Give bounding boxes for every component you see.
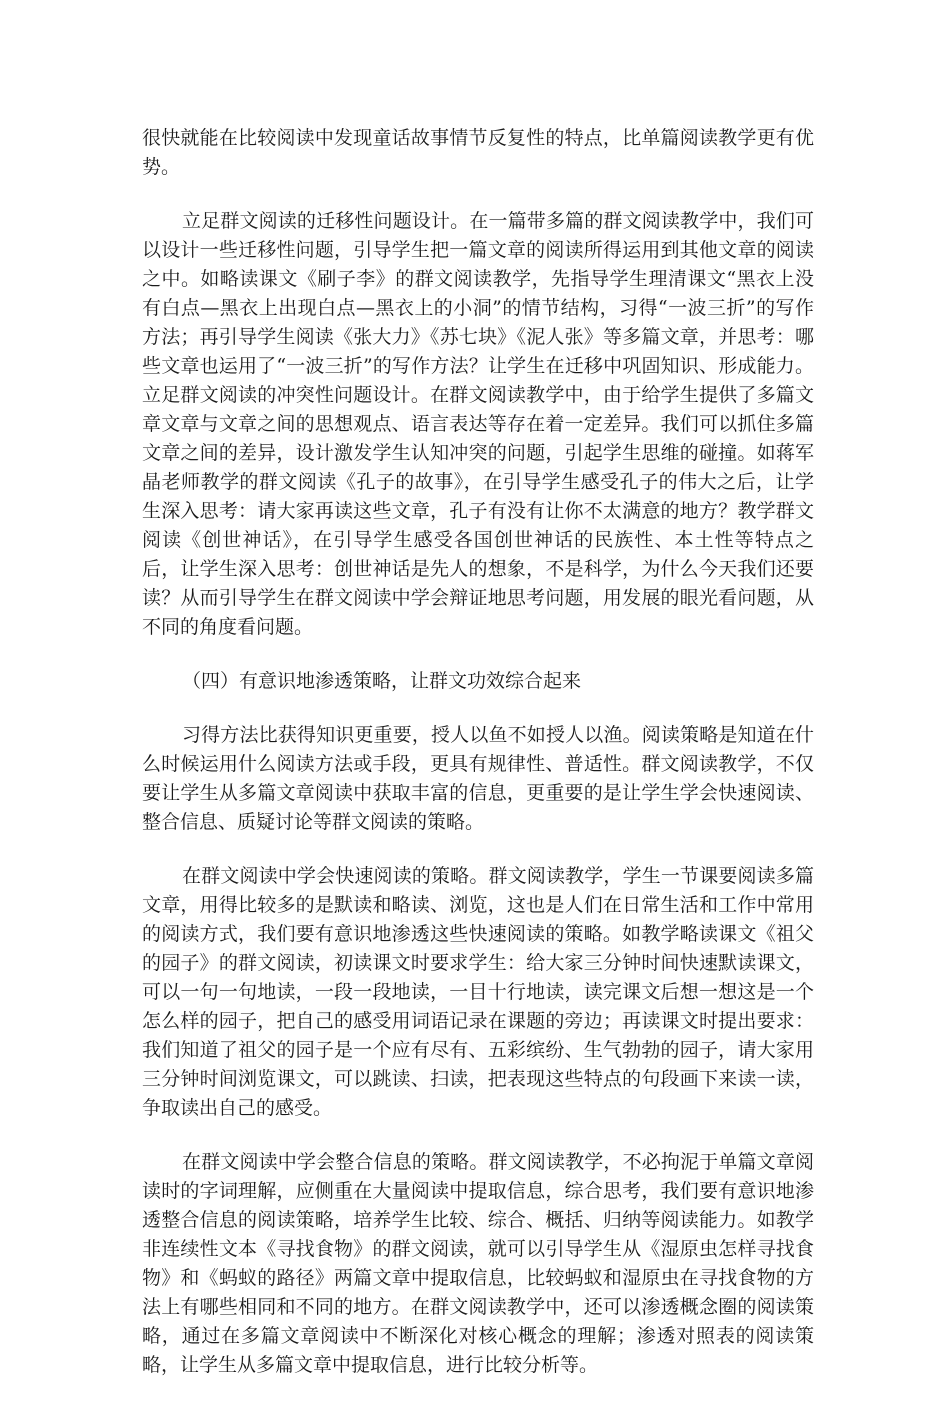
- section-heading-4: （四）有意识地渗透策略，让群文功效综合起来: [182, 670, 582, 692]
- paragraph-fast-reading: 在群文阅读中学会快速阅读的策略。群文阅读教学，学生一节课要阅读多篇文章，用得比较多的是默读和略读、浏览，这也是人们在日常生活和工作中常用的阅读方式，我们要有意识地渗透这些快速阅读的策略。如教学略读课文《祖父的园子》的群文阅读，初读课文时要求学生：给大家三分钟时间快速默读课文，可以一句一句地读，一段一段地读，一目十行地读，读完课文后想一想这是一个怎么样的园子，把自己的感受用词语记录在课题的旁边；再读课文时提出要求：我们知道了祖父的园子是一个应有尽有、五彩缤纷、生气勃勃的园子，请大家用三分钟时间浏览课文，可以跳读、扫读，把表现这些特点的句段画下来读一读，争取读出自己的感受。: [142, 865, 814, 1119]
- paragraph-info-integration: 在群文阅读中学会整合信息的策略。群文阅读教学，不必拘泥于单篇文章阅读时的字词理解，应侧重在大量阅读中提取信息，综合思考，我们要有意识地渗透整合信息的阅读策略，培养学生比较、综合、概括、归纳等阅读能力。如教学非连续性文本《寻找食物》的群文阅读，就可以引导学生从《湿原虫怎样寻找食物》和《蚂蚁的路径》两篇文章中提取信息，比较蚂蚁和湿原虫在寻找食物的方法上有哪些相同和不同的地方。在群文阅读教学中，还可以渗透概念圈的阅读策略，通过在多篇文章阅读中不断深化对核心概念的理解；渗透对照表的阅读策略，让学生从多篇文章中提取信息，进行比较分析等。: [142, 1151, 814, 1376]
- paragraph-transfer-questions: 立足群文阅读的迁移性问题设计。在一篇带多篇的群文阅读教学中，我们可以设计一些迁移性问题，引导学生把一篇文章的阅读所得运用到其他文章的阅读之中。如略读课文《刷子李》的群文阅读教学，先指导学生理清课文“黑衣上没有白点—黑衣上出现白点—黑衣上的小洞”的情节结构，习得“一波三折”的写作方法；再引导学生阅读《张大力》《苏七块》《泥人张》等多篇文章，并思考：哪些文章也运用了“一波三折”的写作方法？让学生在迁移中巩固知识、形成能力。立足群文阅读的冲突性问题设计。在群文阅读教学中，由于给学生提供了多篇文章文章与文章之间的思想观点、语言表达等存在着一定差异。我们可以抓住多篇文章之间的差异，设计激发学生认知冲突的问题，引起学生思维的碰撞。如蒋军晶老师教学的群文阅读《孔子的故事》，在引导学生感受孔子的伟大之后，让学生深入思考：请大家再读这些文章，孔子有没有让你不太满意的地方？教学群文阅读《创世神话》，在引导学生感受各国创世神话的民族性、本土性等特点之后，让学生深入思考：创世神话是先人的想象，不是科学，为什么今天我们还要读？从而引导学生在群文阅读中学会辩证地思考问题，用发展的眼光看问题，从不同的角度看问题。: [142, 210, 814, 638]
- document-body: [142, 124, 814, 1405]
- paragraph-strategy-intro: 习得方法比获得知识更重要，授人以鱼不如授人以渔。阅读策略是知道在什么时候运用什么阅读方法或手段，更具有规律性、普适性。群文阅读教学，不仅要让学生从多篇文章阅读中获取丰富的信息，更重要的是让学生学会快速阅读、整合信息、质疑讨论等群文阅读的策略。: [142, 724, 814, 833]
- paragraph-continuation: 很快就能在比较阅读中发现童话故事情节反复性的特点，比单篇阅读教学更有优势。: [142, 127, 814, 178]
